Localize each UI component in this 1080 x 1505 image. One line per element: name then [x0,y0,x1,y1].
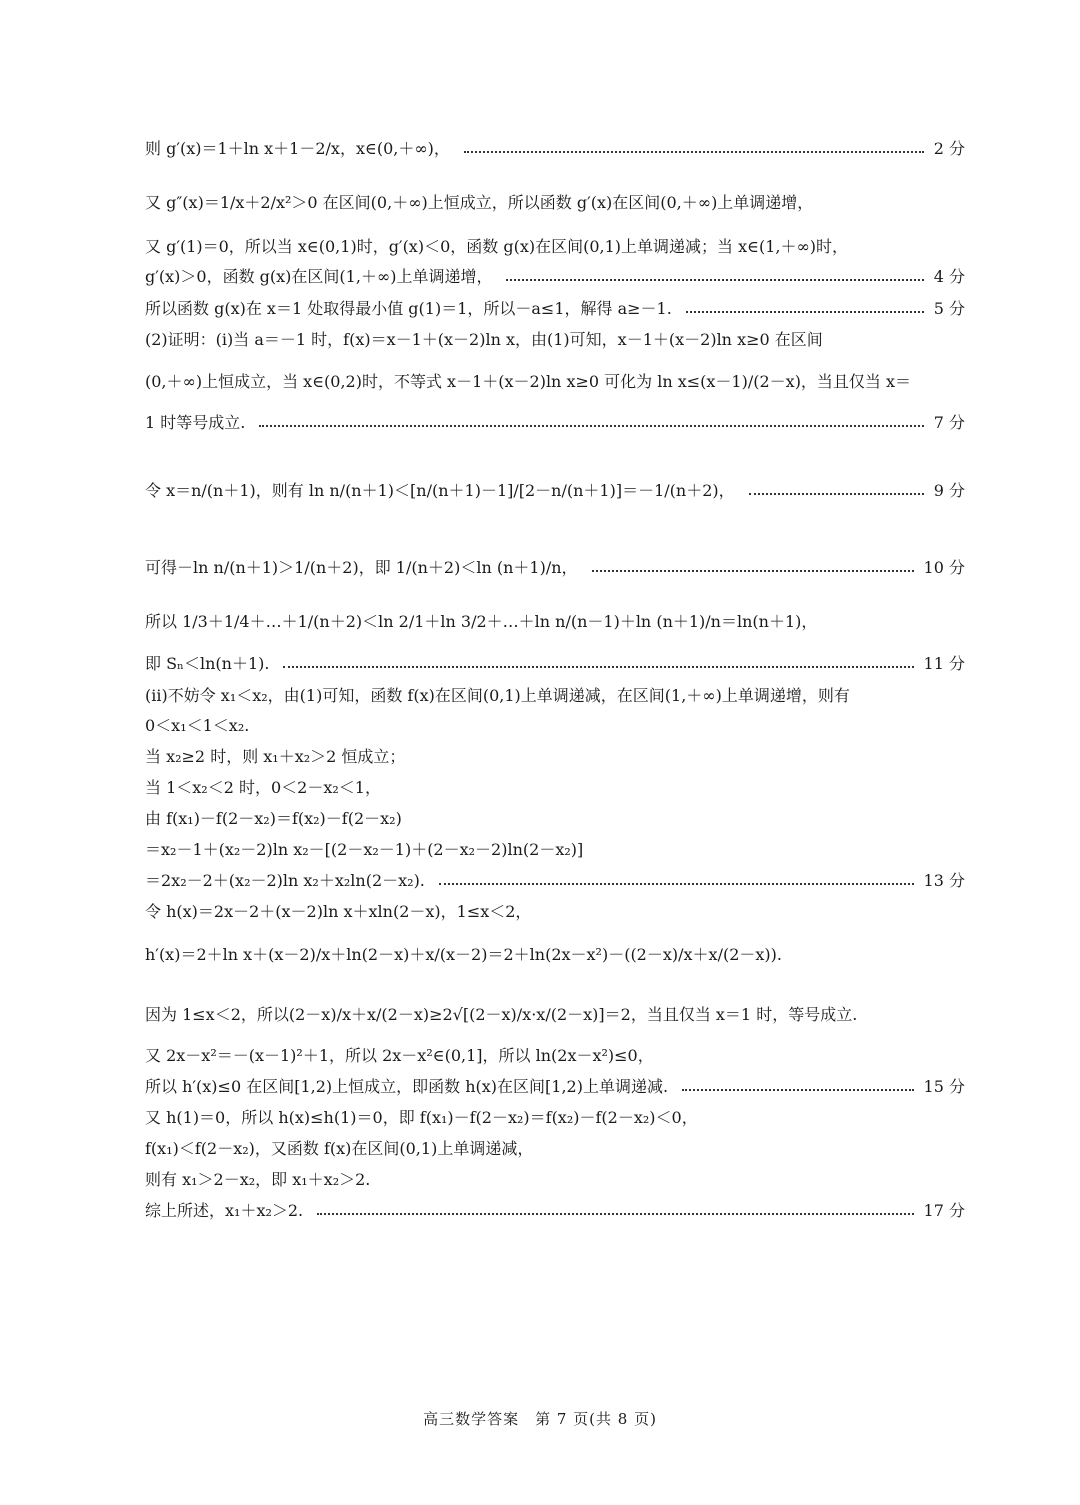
score-label: 13 分 [923,871,965,890]
line-text: 令 x＝n/(n＋1)，则有 ln n/(n＋1)＜[n/(n＋1)－1]/[2－n/(n＋1)]＝－1/(n＋2)， [145,481,735,500]
solution-line [145,412,965,434]
line-text: (ii)不妨令 x₁＜x₂，由(1)可知，函数 f(x)在区间(0,1)上单调递减，在区间(1,＋∞)上单调递增，则有 [145,686,850,705]
line-text: 又 g′(1)＝0，所以当 x∈(0,1)时，g′(x)＜0，函数 g(x)在区间(0,1)上单调递减；当 x∈(1,＋∞)时， [145,237,849,256]
line-text: 又 h(1)＝0，所以 h(x)≤h(1)＝0，即 f(x₁)－f(2－x₂)＝f(x₂)－f(2－x₂)＜0， [145,1108,698,1127]
solution-line [145,557,965,579]
dotted-leader [592,570,914,572]
solution-line [145,1200,965,1222]
solution-line [145,870,965,892]
solution-line [145,1004,965,1026]
line-text: 所以 h′(x)≤0 在区间[1,2)上恒成立，即函数 h(x)在区间[1,2)上单调递减. [145,1077,669,1096]
dotted-leader [686,311,924,313]
solution-line [145,746,965,768]
solution-line [145,1045,965,1067]
dotted-leader [317,1213,913,1215]
line-text: (0,＋∞)上恒成立，当 x∈(0,2)时，不等式 x－1＋(x－2)ln x≥0 可化为 ln x≤(x－1)/(2－x)，当且仅当 x＝ [145,372,912,391]
line-text: 所以函数 g(x)在 x＝1 处取得最小值 g(1)＝1，所以－a≤1，解得 a≥－1. [145,299,672,318]
score-label: 9 分 [933,481,965,500]
solution-line [145,1138,965,1160]
solution-line [145,715,965,737]
solution-line [145,1076,965,1098]
line-text: 又 2x－x²＝－(x－1)²＋1，所以 2x－x²∈(0,1]，所以 ln(2x－x²)≤0， [145,1046,654,1065]
line-text: (2)证明：(i)当 a＝－1 时，f(x)＝x－1＋(x－2)ln x，由(1)可知，x－1＋(x－2)ln x≥0 在区间 [145,330,823,349]
solution-line [145,329,965,351]
dotted-leader [464,151,924,153]
solution-line [145,839,965,861]
line-text: f(x₁)＜f(2－x₂)，又函数 f(x)在区间(0,1)上单调递减， [145,1139,534,1158]
line-text: 1 时等号成立. [145,413,246,432]
dotted-leader [682,1089,913,1091]
score-label: 2 分 [933,139,965,158]
line-text: 0＜x₁＜1＜x₂. [145,716,250,735]
line-text: 则有 x₁＞2－x₂，即 x₁＋x₂＞2. [145,1170,371,1189]
line-text: 则 g′(x)＝1＋ln x＋1－2/x，x∈(0,＋∞)， [145,139,450,158]
dotted-leader [283,666,913,668]
page-footer: 高三数学答案 第 7 页(共 8 页) [423,1410,657,1428]
solution-line [145,266,965,288]
line-text: 可得－ln n/(n＋1)＞1/(n＋2)，即 1/(n＋2)＜ln (n＋1)/n， [145,558,578,577]
solution-line [145,1107,965,1129]
dotted-leader [259,425,923,427]
solution-line [145,371,965,393]
line-text: 令 h(x)＝2x－2＋(x－2)ln x＋xln(2－x)，1≤x＜2， [145,902,532,921]
solution-line [145,944,965,966]
line-text: 即 Sₙ＜ln(n＋1). [145,654,270,673]
solution-line [145,777,965,799]
dotted-leader [506,279,923,281]
solution-line [145,685,965,707]
dotted-leader [749,493,924,495]
line-text: 所以 1/3＋1/4＋…＋1/(n＋2)＜ln 2/1＋ln 3/2＋…＋ln n/(n－1)＋ln (n＋1)/n＝ln(n＋1)， [145,612,818,631]
line-text: ＝2x₂－2＋(x₂－2)ln x₂＋x₂ln(2－x₂). [145,871,425,890]
score-label: 17 分 [923,1201,965,1220]
solution-line [145,1169,965,1191]
line-text: ＝x₂－1＋(x₂－2)ln x₂－[(2－x₂－1)＋(2－x₂－2)ln(2－x₂)] [145,840,584,859]
solution-line [145,298,965,320]
line-text: 由 f(x₁)－f(2－x₂)＝f(x₂)－f(2－x₂) [145,809,402,828]
solution-line [145,236,965,258]
dotted-leader [439,883,914,885]
line-text: 又 g″(x)＝1/x＋2/x²＞0 在区间(0,＋∞)上恒成立，所以函数 g′(x)在区间(0,＋∞)上单调递增， [145,193,814,212]
solution-line [145,480,965,502]
solution-line [145,653,965,675]
score-label: 5 分 [933,299,965,318]
line-text: 当 1＜x₂＜2 时，0＜2－x₂＜1， [145,778,381,797]
score-label: 11 分 [923,654,965,673]
score-label: 7 分 [933,413,965,432]
line-text: 综上所述，x₁＋x₂＞2. [145,1201,304,1220]
solution-line [145,138,965,160]
solution-line [145,611,965,633]
score-label: 4 分 [933,267,965,286]
solution-line [145,808,965,830]
score-label: 10 分 [923,558,965,577]
line-text: g′(x)＞0，函数 g(x)在区间(1,＋∞)上单调递增， [145,267,493,286]
line-text: h′(x)＝2＋ln x＋(x－2)/x＋ln(2－x)＋x/(x－2)＝2＋ln(2x－x²)－((2－x)/x＋x/(2－x)). [145,945,782,964]
score-label: 15 分 [923,1077,965,1096]
solution-line [145,901,965,923]
line-text: 当 x₂≥2 时，则 x₁＋x₂＞2 恒成立； [145,747,406,766]
line-text: 因为 1≤x＜2，所以(2－x)/x＋x/(2－x)≥2√[(2－x)/x·x/(2－x)]＝2，当且仅当 x＝1 时，等号成立. [145,1005,858,1024]
solution-line [145,192,965,214]
